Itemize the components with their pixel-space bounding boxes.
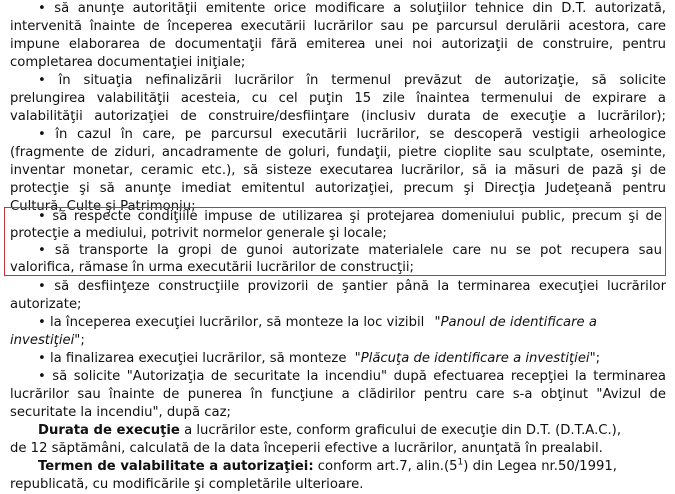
text-line: Cultură, Culte şi Patrimoniu; (10, 199, 196, 214)
text-line (38, 350, 666, 368)
text-line: intervenită înainte de începerea executării lucrărilor sau pe parcursul derulării acestora, care (10, 19, 666, 34)
text-line: valorifica, rămase în urma executării lucrărilor de construcţii; (10, 260, 414, 275)
text-line: • în cazul în care, pe parcursul executării lucrărilor, se descoperă vestigii arheologice (38, 127, 666, 142)
text-line: • în situaţia nefinalizării lucrărilor în termenul prevăzut de autorizaţie, să solicite (38, 73, 666, 88)
text-line: lucrărilor sau înainte de punerea în funcţiune a clădirilor pentru care s-a obţinut "Avizul de (10, 387, 666, 402)
text-line: • să anunţe autorităţii emitente orice modificare a soluţiilor tehnice din D.T. autorizată, (38, 1, 666, 16)
text-segment: ) din Legea nr.50/1991, (463, 459, 617, 474)
text-line: • să respecte condiţiile impuse de utilizarea şi protejarea domeniului public, precum şi de (38, 209, 662, 224)
text-line: prelungirea valabilităţii acesteia, cu cel puţin 15 zile înaintea termenului de expirare a (10, 91, 666, 106)
text-line (38, 458, 666, 476)
text-line: autorizate; (10, 297, 82, 312)
text-line (38, 314, 666, 332)
text-line: (fragmente de ziduri, ancadramente de goluri, fundaţii, pietre cioplite sau sculptate, oseminte, (10, 145, 666, 160)
text-line: • să desfiinţeze construcţiile provizorii de şantier până la terminarea execuţiei lucrărilor (38, 279, 666, 294)
italic-text: "Panoul de identificare a (434, 315, 597, 330)
italic-text: investiţiei" (10, 333, 81, 348)
italic-text: "Plăcuţa de identificare a investiţiei" (354, 351, 596, 366)
text-segment: • la începerea execuţiei lucrărilor, să monteze la loc vizibil (38, 315, 425, 330)
text-line: • să transporte la gropi de gunoi autorizate materialele care nu se pot recupera sau (38, 243, 662, 258)
text-line: inventar monetar, ceramic etc.), să sisteze executarea lucrărilor, să ia măsuri de pază şi de (10, 163, 666, 178)
text-line: protecţie şi să anunţe imediat emitentul autorizaţiei, precum şi Direcţia Judeţeană pentru (10, 181, 666, 196)
bold-text: Termen de valabilitate a autorizaţiei: (38, 459, 314, 474)
text-segment: ; (80, 333, 85, 348)
text-line: impune elaborarea de documentaţii fără emiterea unei noi autorizaţii de construire, pentru (10, 37, 666, 52)
text-line: protecţie a mediului, potrivit normelor generale şi locale; (10, 226, 387, 241)
text-line: valabilităţii autorizaţiei de construire/desfiinţare (inclusiv durata de execuţie a lucrărilor); (10, 109, 666, 124)
superscript: 1 (457, 458, 464, 468)
bold-text: Durata de execuţie (38, 423, 180, 438)
text-line: de 12 săptămâni, calculată de la data începerii efective a lucrărilor, anunţată în prealabil. (10, 441, 603, 456)
text-line: • să solicite "Autorizaţia de securitate la incendiu" după efectuarea recepţiei la terminarea (38, 369, 666, 384)
text-line (38, 422, 666, 440)
text-segment: • la finalizarea execuţiei lucrărilor, să monteze (38, 351, 347, 366)
text-line: completarea documentaţiei iniţiale; (10, 55, 246, 70)
text-segment: conform art.7, alin.(5 (313, 459, 458, 474)
text-segment: a lucrărilor este, conform graficului de execuţie din D.T. (D.T.A.C.), (179, 423, 622, 438)
text-line: securitate la incendiu", după caz; (10, 405, 232, 420)
text-line: republicată, cu modificările şi completările ulterioare. (10, 477, 364, 492)
text-line (10, 332, 666, 350)
text-segment: ; (595, 351, 601, 366)
